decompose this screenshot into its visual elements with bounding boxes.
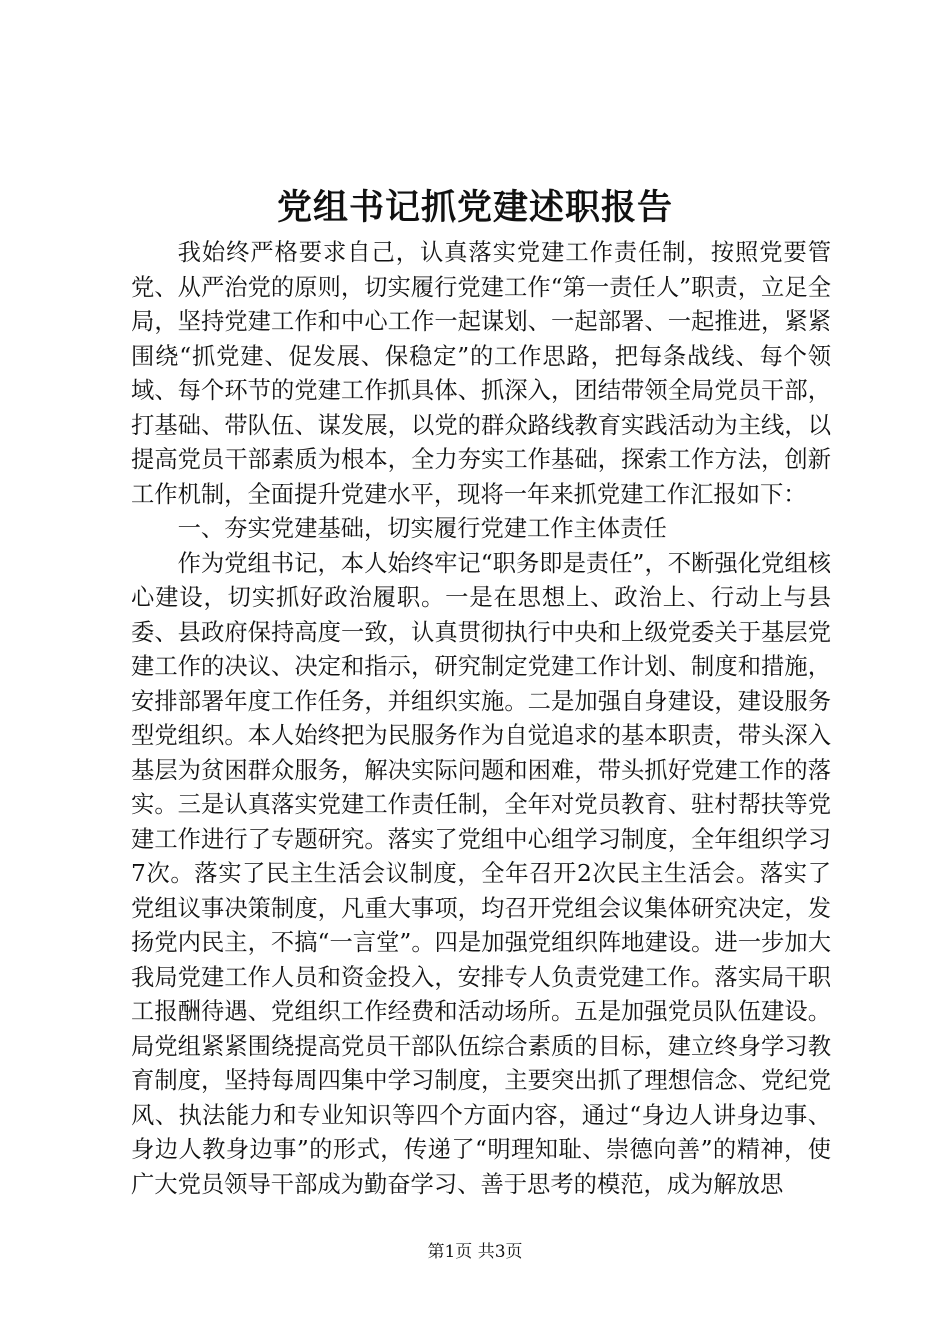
document-title: 党组书记抓党建述职报告 bbox=[276, 187, 673, 228]
page-footer: 第1页 共3页 bbox=[427, 1242, 523, 1262]
document-body bbox=[131, 236, 831, 1202]
section-paragraph: 作为党组书记，本人始终牢记“职务即是责任”，不断强化党组核心建设，切实抓好政治履职。一是在思想上、政治上、行动上与县委、县政府保持高度一致，认真贯彻执行中央和上级党委关于基层党建工作的决议、决定和指示，研究制定党建工作计划、制度和措施，安排部署年度工作任务，并组织实施。二是加强自身建设，建设服务型党组织。本人始终把为民服务作为自觉追求的基本职责，带头深入基层为贫困群众服务，解决实际问题和困难，带头抓好党建工作的落实。三是认真落实党建工作责任制，全年对党员教育、驻村帮扶等党建工作进行了专题研究。落实了党组中心组学习制度，全年组织学习7次。落实了民主生活会议制度，全年召开2次民主生活会。落实了党组议事决策制度，凡重大事项，均召开党组会议集体研究决定，发扬党内民主，不搞“一言堂”。四是加强党组织阵地建设。进一步加大我局党建工作人员和资金投入，安排专人负责党建工作。落实局干职工报酬待遇、党组织工作经费和活动场所。五是加强党员队伍建设。局党组紧紧围绕提高党员干部队伍综合素质的目标，建立终身学习教育制度，坚持每周四集中学习制度，主要突出抓了理想信念、党纪党风、执法能力和专业知识等四个方面内容，通过“身边人讲身边事、身边人教身边事”的形式，传递了“明理知耻、崇德向善”的精神，使广大党员领导干部成为勤奋学习、善于思考的模范，成为解放思 bbox=[131, 549, 831, 1198]
intro-paragraph: 我始终严格要求自己，认真落实党建工作责任制，按照党要管党、从严治党的原则，切实履行党建工作“第一责任人”职责，立足全局，坚持党建工作和中心工作一起谋划、一起部署、一起推进，紧紧围绕“抓党建、促发展、保稳定”的工作思路，把每条战线、每个领域、每个环节的党建工作抓具体、抓深入，团结带领全局党员干部，打基础、带队伍、谋发展，以党的群众路线教育实践活动为主线，以提高党员干部素质为根本，全力夯实工作基础，探索工作方法，创新工作机制，全面提升党建水平，现将一年来抓党建工作汇报如下： bbox=[131, 239, 831, 508]
section-heading: 一、夯实党建基础，切实履行党建工作主体责任 bbox=[177, 515, 667, 542]
